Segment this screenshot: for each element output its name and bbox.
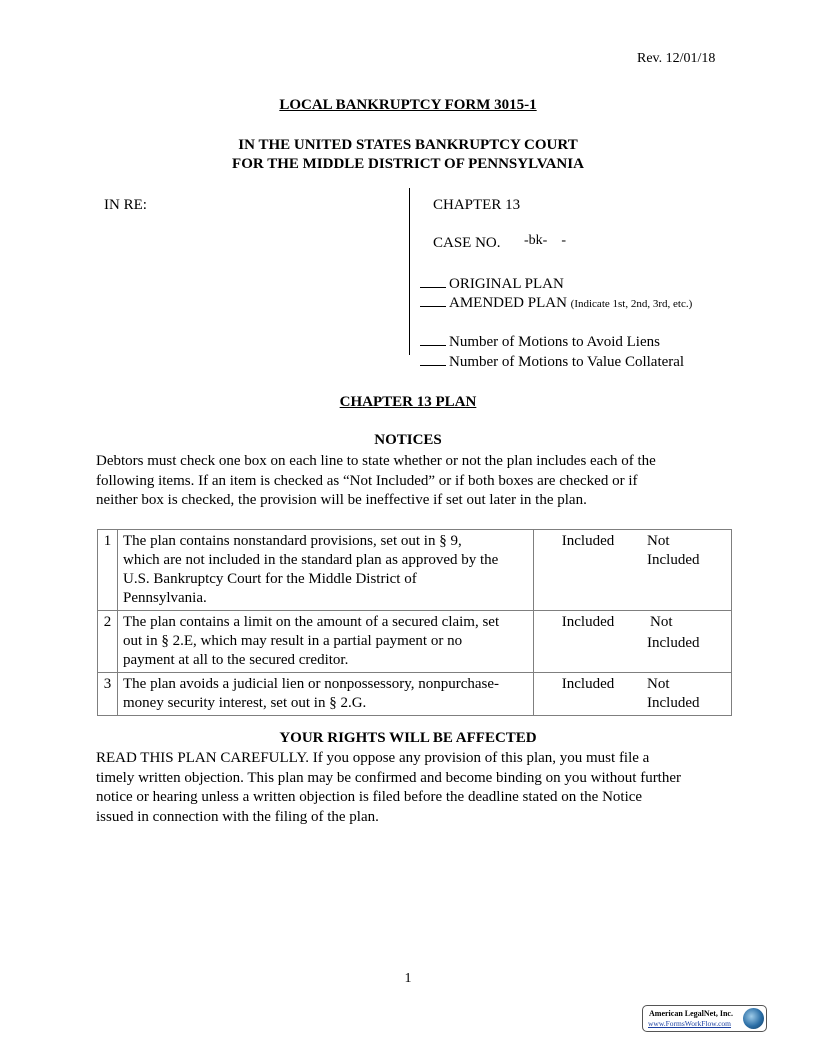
- revision-date: Rev. 12/01/18: [637, 51, 716, 66]
- notices-text: [96, 452, 716, 511]
- table-row: [98, 530, 732, 611]
- item-included-option[interactable]: Included: [534, 530, 643, 611]
- not-included-line: Included: [647, 695, 700, 711]
- page-number: 1: [404, 971, 412, 986]
- not-included-line: Not: [647, 533, 670, 549]
- notices-text-line: following items. If an item is checked as “Not Included” or if both boxes are checked or if: [96, 472, 638, 489]
- item-description: [118, 611, 534, 673]
- not-included-line: Included: [647, 635, 700, 651]
- table-row: [98, 611, 732, 673]
- item-number: 3: [98, 673, 118, 716]
- item-description-line: which are not included in the standard plan as approved by the: [123, 552, 499, 568]
- court-name-line2: FOR THE MIDDLE DISTRICT OF PENNSYLVANIA: [232, 156, 584, 172]
- item-description-line: U.S. Bankruptcy Court for the Middle District of: [123, 571, 417, 587]
- rights-text-line: timely written objection. This plan may be confirmed and become binding on you without further: [96, 769, 682, 786]
- plan-title: CHAPTER 13 PLAN: [339, 394, 477, 410]
- notices-heading: NOTICES: [374, 432, 442, 448]
- caption-divider: [409, 188, 410, 355]
- motions-value-collateral-label: Number of Motions to Value Collateral: [449, 354, 685, 370]
- motions-value-collateral-blank[interactable]: [420, 353, 446, 366]
- case-number-value[interactable]: -bk- -: [524, 233, 566, 248]
- notices-text-line: Debtors must check one box on each line to state whether or not the plan includes each of the: [96, 453, 656, 469]
- motions-avoid-liens-label: Number of Motions to Avoid Liens: [449, 334, 660, 350]
- notice-items-table: [97, 529, 732, 716]
- rights-heading: YOUR RIGHTS WILL BE AFFECTED: [279, 730, 537, 746]
- rights-text-line: notice or hearing unless a written objection is filed before the deadline stated on the Notice: [96, 789, 643, 805]
- logo-company-name: American LegalNet, Inc.: [649, 1009, 733, 1018]
- item-description-line: The plan avoids a judicial lien or nonpossessory, nonpurchase-: [123, 676, 500, 692]
- item-description: [118, 673, 534, 716]
- item-included-option[interactable]: Included: [534, 611, 643, 673]
- not-included-line: Not: [650, 614, 673, 630]
- item-not-included-option[interactable]: [642, 611, 732, 673]
- american-legalnet-logo[interactable]: [642, 1005, 767, 1032]
- globe-icon: [743, 1008, 764, 1029]
- item-description-line: Pennsylvania.: [123, 590, 207, 606]
- not-included-line: Included: [647, 552, 700, 568]
- item-not-included-option[interactable]: [642, 530, 732, 611]
- amended-plan-checkbox-blank[interactable]: [420, 294, 446, 307]
- item-description-line: money security interest, set out in § 2.G.: [123, 695, 367, 711]
- item-not-included-option[interactable]: [642, 673, 732, 716]
- motions-avoid-liens-row: [420, 333, 660, 351]
- rights-text-line: issued in connection with the filing of the plan.: [96, 808, 379, 825]
- item-number: 1: [98, 530, 118, 611]
- form-title: LOCAL BANKRUPTCY FORM 3015-1: [279, 97, 537, 113]
- item-included-option[interactable]: Included: [534, 673, 643, 716]
- rights-text: [96, 749, 716, 827]
- original-plan-label: ORIGINAL PLAN: [449, 276, 564, 292]
- item-description: [118, 530, 534, 611]
- item-description-line: payment at all to the secured creditor.: [123, 652, 349, 668]
- case-number-label: CASE NO.: [433, 235, 501, 251]
- amended-plan-note: (Indicate 1st, 2nd, 3rd, etc.): [570, 298, 693, 310]
- motions-value-collateral-row: [420, 353, 684, 371]
- in-re-label: IN RE:: [104, 197, 147, 213]
- item-description-line: The plan contains a limit on the amount of a secured claim, set: [123, 614, 500, 630]
- not-included-line: Not: [647, 676, 670, 692]
- notices-text-line: neither box is checked, the provision will be ineffective if set out later in the plan.: [96, 492, 587, 508]
- court-name-line1: IN THE UNITED STATES BANKRUPTCY COURT: [238, 137, 578, 153]
- original-plan-checkbox-blank[interactable]: [420, 275, 446, 288]
- motions-avoid-liens-blank[interactable]: [420, 333, 446, 346]
- item-number: 2: [98, 611, 118, 673]
- table-row: [98, 673, 732, 716]
- logo-url-link[interactable]: www.FormsWorkFlow.com: [648, 1019, 732, 1028]
- chapter-label: CHAPTER 13: [433, 197, 521, 213]
- original-plan-row: [420, 275, 564, 293]
- item-description-line: out in § 2.E, which may result in a partial payment or no: [123, 633, 463, 649]
- amended-plan-label: AMENDED PLAN: [449, 295, 567, 311]
- item-description-line: The plan contains nonstandard provisions, set out in § 9,: [123, 533, 462, 549]
- amended-plan-row: [420, 294, 692, 312]
- rights-text-line: READ THIS PLAN CAREFULLY. If you oppose any provision of this plan, you must file a: [96, 750, 650, 766]
